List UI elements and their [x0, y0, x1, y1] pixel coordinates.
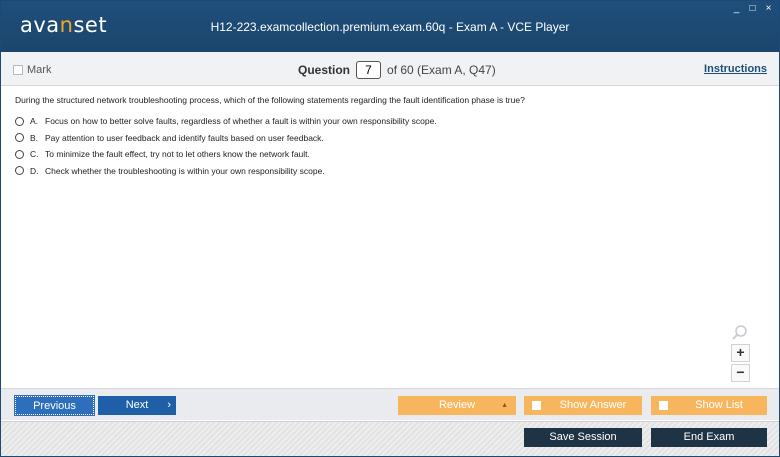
save-session-button[interactable]: Save Session: [524, 428, 642, 447]
restore-icon[interactable]: □: [749, 3, 756, 14]
window-title: H12-223.examcollection.premium.exam.60q - Exam A - VCE Player: [210, 20, 570, 34]
question-header: [1, 52, 779, 86]
zoom-in-button[interactable]: +: [731, 344, 750, 362]
end-exam-button[interactable]: End Exam: [651, 428, 767, 447]
review-label: Review: [438, 399, 476, 411]
close-icon[interactable]: ×: [765, 3, 772, 14]
magnifier-icon: [731, 324, 749, 342]
option-letter: B.: [30, 132, 39, 143]
option-text: Check whether the troubleshooting is within your own responsibility scope.: [45, 165, 325, 176]
triangle-up-icon: ▲: [501, 402, 508, 409]
option-text: To minimize the fault effect, try not to let others know the network fault.: [45, 149, 310, 160]
logo-text-right: set: [73, 13, 108, 37]
option-letter: C.: [30, 149, 39, 160]
option-text: Focus on how to better solve faults, regardless of whether a fault is within your own responsibility scope.: [45, 116, 437, 127]
checkbox-icon[interactable]: [532, 401, 541, 410]
mark-checkbox[interactable]: [13, 64, 51, 76]
option-letter: D.: [30, 165, 39, 176]
logo-text-accent: n: [59, 13, 74, 37]
next-button[interactable]: [98, 396, 176, 415]
answer-options: [15, 113, 437, 179]
question-navigator: [298, 61, 496, 79]
review-button[interactable]: [398, 396, 516, 415]
previous-button[interactable]: Previous: [15, 396, 94, 415]
instructions-link[interactable]: Instructions: [704, 63, 767, 75]
title-bar: [1, 1, 779, 52]
zoom-out-button[interactable]: −: [731, 364, 750, 382]
show-answer-button[interactable]: [524, 396, 642, 415]
radio-button[interactable]: [15, 166, 24, 175]
session-bar: [1, 421, 779, 456]
show-list-button[interactable]: [651, 396, 767, 415]
checkbox-icon[interactable]: [13, 65, 23, 75]
navigation-bar: [1, 388, 779, 420]
radio-button[interactable]: [15, 133, 24, 142]
question-number-input[interactable]: 7: [356, 61, 381, 79]
option-text: Pay attention to user feedback and identify faults based on user feedback.: [45, 132, 324, 143]
question-text: During the structured network troubleshooting process, which of the following statements regarding the fault identification phase is true?: [15, 95, 525, 105]
answer-option-a[interactable]: [15, 113, 437, 130]
answer-option-c[interactable]: [15, 146, 437, 163]
logo-text-left: ava: [20, 13, 60, 37]
question-label: Question: [298, 63, 351, 77]
mark-label: Mark: [27, 64, 52, 76]
checkbox-icon[interactable]: [659, 401, 668, 410]
show-answer-label: Show Answer: [559, 399, 627, 411]
option-letter: A.: [30, 116, 39, 127]
radio-button[interactable]: [15, 150, 24, 159]
chevron-right-icon: ›: [167, 399, 171, 411]
window-controls: [732, 4, 773, 14]
question-content: [1, 87, 779, 387]
answer-option-d[interactable]: [15, 163, 437, 180]
question-count: of 60 (Exam A, Q47): [387, 63, 496, 77]
radio-button[interactable]: [15, 117, 24, 126]
minimize-icon[interactable]: _: [733, 3, 740, 14]
next-label: Next: [125, 399, 149, 411]
answer-option-b[interactable]: [15, 130, 437, 147]
show-list-label: Show List: [695, 399, 743, 411]
